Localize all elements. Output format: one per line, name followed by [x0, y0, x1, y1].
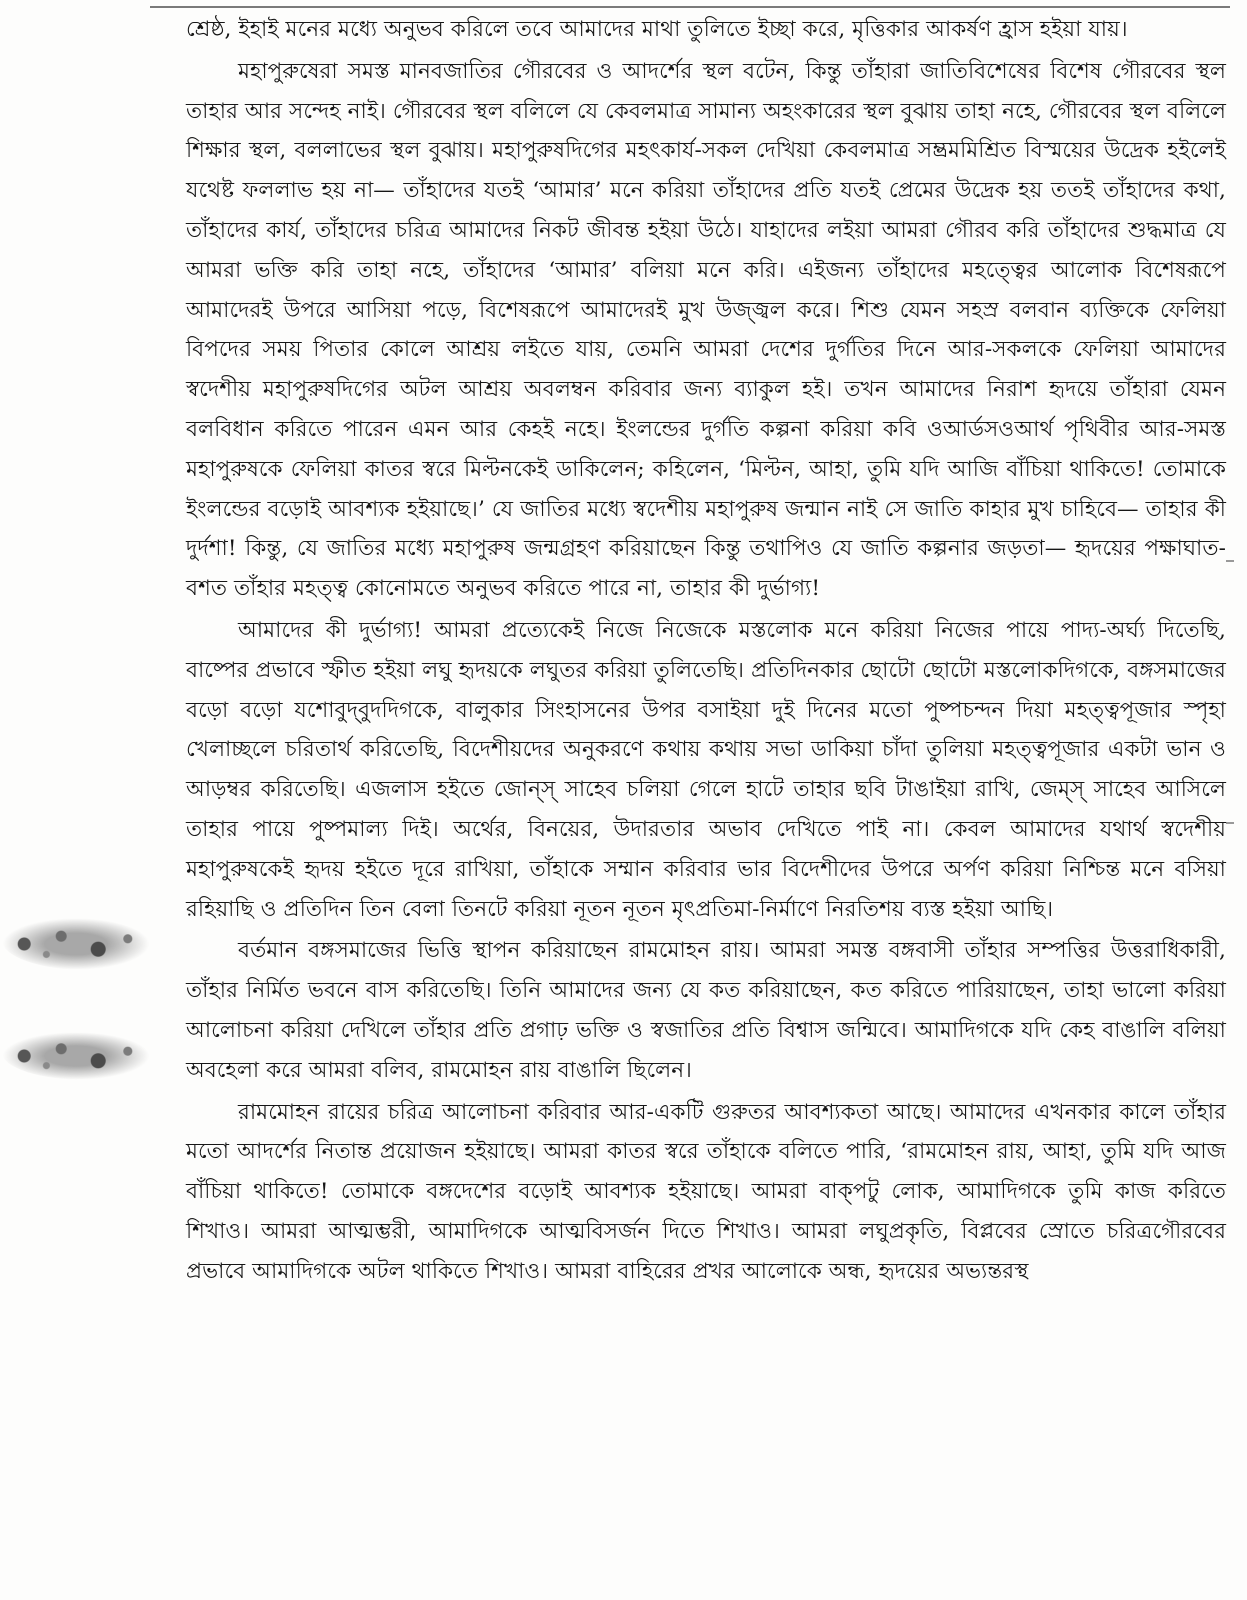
paragraph-continued: শ্রেষ্ঠ, ইহাই মনের মধ্যে অনুভব করিলে তবে আমাদের মাথা তুলিতে ইচ্ছা করে, মৃত্তিকার আকর্ষণ হ্রাস হইয়া যায়।: [186, 17, 1128, 42]
paragraph: বর্তমান বঙ্গসমাজের ভিত্তি স্থাপন করিয়াছেন রামমোহন রায়। আমরা সমস্ত বঙ্গবাসী তাঁহার সম্পত্তির উত্তরাধিকারী, তাঁহার নির্মিত ভবনে বাস করিতেছি। তিনি আমাদের জন্য যে কত করিয়াছেন, কত করিতে পারিয়াছেন, তাহা ভালো করিয়া আলোচনা করিয়া দেখিলে তাঁহার প্রতি প্রগাঢ় ভক্তি ও স্বজাতির প্রতি বিশ্বাস জন্মিবে। আমাদিগকে যদি কেহ বাঙালি বলিয়া অবহেলা করে আমরা বলিব, রামমোহন রায় বাঙালি ছিলেন।: [186, 938, 1226, 1083]
paragraph: মহাপুরুষেরা সমস্ত মানবজাতির গৌরবের ও আদর্শের স্থল বটেন, কিন্তু তাঁহারা জাতিবিশেষের বিশেষ গৌরবের স্থল তাহার আর সন্দেহ নাই। গৌরবের স্থল বলিলে যে কেবলমাত্র সামান্য অহংকারের স্থল বুঝায় তাহা নহে, গৌরবের স্থল বলিলে শিক্ষার স্থল, বললাভের স্থল বুঝায়। মহাপুরুষদিগের মহৎকার্য-সকল দেখিয়া কেবলমাত্র সম্ভ্রমমিশ্রিত বিস্ময়ের উদ্রেক হইলেই যথেষ্ট ফললাভ হয় না— তাঁহাদের যতই ‘আমার’ মনে করিয়া তাঁহাদের প্রতি যতই প্রেমের উদ্রেক হয় ততই তাঁহাদের কথা, তাঁহাদের কার্য, তাঁহাদের চরিত্র আমাদের নিকট জীবন্ত হইয়া উঠে। যাহাদের লইয়া আমরা গৌরব করি তাঁহাদের শুদ্ধমাত্র যে আমরা ভক্তি করি তাহা নহে, তাঁহাদের ‘আমার’ বলিয়া মনে করি। এইজন্য তাঁহাদের মহত্ত্বের আলোক বিশেষরূপে আমাদেরই উপরে আসিয়া পড়ে, বিশেষরূপে আমাদেরই মুখ উজ্জ্বল করে। শিশু যেমন সহস্র বলবান ব্যক্তিকে ফেলিয়া বিপদের সময় পিতার কোলে আশ্রয় লইতে যায়, তেমনি আমরা দেশের দুর্গতির দিনে আর-সকলকে ফেলিয়া আমাদের স্বদেশীয় মহাপুরুষদিগের অটল আশ্রয় অবলম্বন করিবার জন্য ব্যাকুল হই। তখন আমাদের নিরাশ হৃদয়ে তাঁহারা যেমন বলবিধান করিতে পারেন এমন আর কেহই নহে। ইংলন্ডের দুর্গতি কল্পনা করিয়া কবি ওআর্ডসওআর্থ পৃথিবীর আর-সমস্ত মহাপুরুষকে ফেলিয়া কাতর স্বরে মিল্টনকেই ডাকিলেন; কহিলেন, ‘মিল্টন, আহা, তুমি যদি আজি বাঁচিয়া থাকিতে! তোমাকে ইংলন্ডের বড়োই আবশ্যক হইয়াছে।’ যে জাতির মধ্যে স্বদেশীয় মহাপুরুষ জন্মান নাই সে জাতি কাহার মুখ চাহিবে— তাহার কী দুর্দশা! কিন্তু, যে জাতির মধ্যে মহাপুরুষ জন্মগ্রহণ করিয়াছেন কিন্তু তথাপিও যে জাতি কল্পনার জড়তা— হৃদয়ের পক্ষাঘাত-বশত তাঁহার মহত্ত্ব কোনোমতে অনুভব করিতে পারে না, তাহার কী দুর্ভাগ্য!: [186, 58, 1226, 602]
paragraph: রামমোহন রায়ের চরিত্র আলোচনা করিবার আর-একটি গুরুতর আবশ্যকতা আছে। আমাদের এখনকার কালে তাঁহার মতো আদর্শের নিতান্ত প্রয়োজন হইয়াছে। আমরা কাতর স্বরে তাঁহাকে বলিতে পারি, ‘রামমোহন রায়, আহা, তুমি যদি আজ বাঁচিয়া থাকিতে! তোমাকে বঙ্গদেশের বড়োই আবশ্যক হইয়াছে। আমরা বাক্‌পটু লোক, আমাদিগকে তুমি কাজ করিতে শিখাও। আমরা আত্মম্ভরী, আমাদিগকে আত্মবিসর্জন দিতে শিখাও। আমরা লঘুপ্রকৃতি, বিপ্লবের স্রোতে চরিত্রগৌরবের প্রভাবে আমাদিগকে অটল থাকিতে শিখাও। আমরা বাহিরের প্রখর আলোকে অন্ধ, হৃদয়ের অভ্যন্তরস্থ: [186, 1099, 1226, 1284]
top-border-line: [150, 6, 1230, 8]
margin-tick-mark: [1226, 560, 1234, 562]
ink-smudge-mark: [2, 1032, 150, 1080]
body-text: [186, 10, 1226, 1294]
ink-smudge-mark: [2, 918, 150, 970]
paragraph: আমাদের কী দুর্ভাগ্য! আমরা প্রত্যেকেই নিজে নিজেকে মস্তলোক মনে করিয়া নিজের পায়ে পাদ্য-অর্ঘ্য দিতেছি, বাষ্পের প্রভাবে স্ফীত হইয়া লঘু হৃদয়কে লঘুতর করিয়া তুলিতেছি। প্রতিদিনকার ছোটো ছোটো মস্তলোকদিগকে, বঙ্গসমাজের বড়ো বড়ো যশোবুদ্‌বুদদিগকে, বালুকার সিংহাসনের উপর বসাইয়া দুই দিনের মতো পুষ্পচন্দন দিয়া মহত্ত্বপূজার স্পৃহা খেলাচ্ছলে চরিতার্থ করিতেছি, বিদেশীয়দের অনুকরণে কথায় কথায় সভা ডাকিয়া চাঁদা তুলিয়া মহত্ত্বপূজার একটা ভান ও আড়ম্বর করিতেছি। এজলাস হইতে জোন্‌স্ সাহেব চলিয়া গেলে হাটে তাহার ছবি টাঙাইয়া রাখি, জেম্‌স্ সাহেব আসিলে তাহার পায়ে পুষ্পমাল্য দিই। অর্থের, বিনয়ের, উদারতার অভাব দেখিতে পাই না। কেবল আমাদের যথার্থ স্বদেশীয় মহাপুরুষকেই হৃদয় হইতে দূরে রাখিয়া, তাঁহাকে সম্মান করিবার ভার বিদেশীদের উপরে অর্পণ করিয়া নিশ্চিন্ত মনে বসিয়া রহিয়াছি ও প্রতিদিন তিন বেলা তিনটে করিয়া নূতন নূতন মৃৎপ্রতিমা-নির্মাণে নিরতিশয় ব্যস্ত হইয়া আছি।: [186, 617, 1226, 922]
margin-tick-mark: [1226, 822, 1234, 824]
